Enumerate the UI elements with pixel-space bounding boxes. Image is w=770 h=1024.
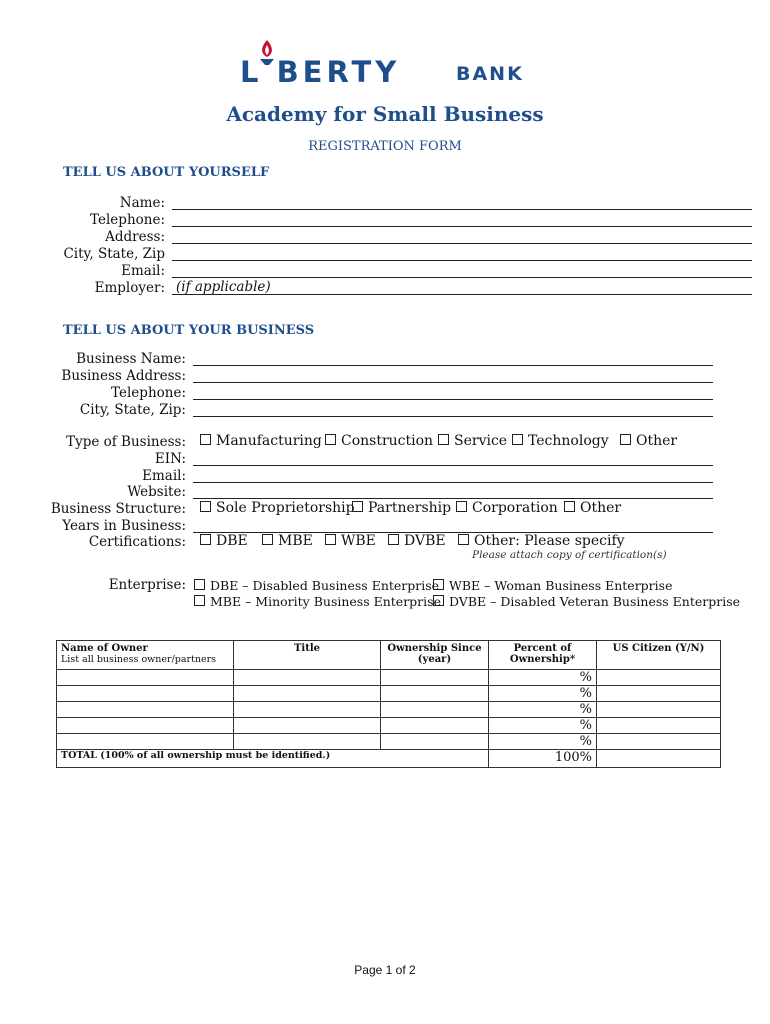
cert-wbe-checkbox[interactable]: WBE bbox=[325, 533, 376, 549]
certifications-label: Certifications: bbox=[88, 534, 186, 550]
total-citizen-cell bbox=[597, 750, 721, 768]
table-header-row bbox=[57, 641, 721, 670]
owner-title-cell[interactable] bbox=[234, 702, 381, 718]
business-email-field[interactable] bbox=[193, 482, 713, 483]
table-row bbox=[57, 686, 721, 702]
business-address-label: Business Address: bbox=[61, 368, 186, 384]
owner-name-cell[interactable] bbox=[57, 670, 234, 686]
total-label: TOTAL (100% of all ownership must be identified.) bbox=[57, 750, 489, 768]
address-field[interactable] bbox=[172, 243, 752, 244]
business-email-label: Email: bbox=[142, 468, 186, 484]
enterprise-dvbe-checkbox[interactable]: DVBE – Disabled Veteran Business Enterprise bbox=[433, 594, 740, 609]
owner-citizen-cell[interactable] bbox=[597, 718, 721, 734]
business-telephone-label: Telephone: bbox=[111, 385, 186, 401]
owner-since-cell[interactable] bbox=[381, 718, 489, 734]
structure-sole-checkbox[interactable]: Sole Proprietorship bbox=[200, 500, 355, 516]
business-city-field[interactable] bbox=[193, 416, 713, 417]
business-type-label: Type of Business: bbox=[66, 434, 186, 450]
email-label: Email: bbox=[121, 263, 165, 279]
header-percent: Percent of Ownership* bbox=[489, 641, 597, 670]
table-row bbox=[57, 718, 721, 734]
cert-dbe-checkbox[interactable]: DBE bbox=[200, 533, 248, 549]
header-name: Name of Owner List all business owner/partners bbox=[57, 641, 234, 670]
owner-percent-cell[interactable]: % bbox=[489, 734, 597, 750]
address-label: Address: bbox=[105, 229, 165, 245]
type-other-checkbox[interactable]: Other bbox=[620, 433, 677, 449]
type-construction-checkbox[interactable]: Construction bbox=[325, 433, 433, 449]
owner-citizen-cell[interactable] bbox=[597, 686, 721, 702]
table-row bbox=[57, 702, 721, 718]
table-total-row bbox=[57, 750, 721, 768]
website-field[interactable] bbox=[193, 498, 713, 499]
owner-title-cell[interactable] bbox=[234, 734, 381, 750]
enterprise-label: Enterprise: bbox=[108, 577, 186, 593]
ein-field[interactable] bbox=[193, 465, 713, 466]
owner-name-cell[interactable] bbox=[57, 718, 234, 734]
owner-citizen-cell[interactable] bbox=[597, 734, 721, 750]
total-percent: 100% bbox=[489, 750, 597, 768]
table-row bbox=[57, 670, 721, 686]
website-label: Website: bbox=[127, 484, 186, 500]
enterprise-dbe-checkbox[interactable]: DBE – Disabled Business Enterprise bbox=[194, 578, 439, 593]
owner-title-cell[interactable] bbox=[234, 670, 381, 686]
employer-note: (if applicable) bbox=[176, 279, 271, 295]
owner-name-cell[interactable] bbox=[57, 686, 234, 702]
city-state-zip-field[interactable] bbox=[172, 260, 752, 261]
form-subtitle: REGISTRATION FORM bbox=[308, 139, 462, 154]
ein-label: EIN: bbox=[154, 451, 186, 467]
owner-percent-cell[interactable]: % bbox=[489, 702, 597, 718]
type-technology-checkbox[interactable]: Technology bbox=[512, 433, 609, 449]
telephone-label: Telephone: bbox=[90, 212, 165, 228]
section-heading-business: TELL US ABOUT YOUR BUSINESS bbox=[63, 323, 315, 338]
enterprise-wbe-checkbox[interactable]: WBE – Woman Business Enterprise bbox=[433, 578, 672, 593]
header-title: Title bbox=[234, 641, 381, 670]
business-address-field[interactable] bbox=[193, 382, 713, 383]
owner-percent-cell[interactable]: % bbox=[489, 686, 597, 702]
owner-citizen-cell[interactable] bbox=[597, 702, 721, 718]
years-label: Years in Business: bbox=[62, 518, 186, 534]
table-row bbox=[57, 734, 721, 750]
enterprise-mbe-checkbox[interactable]: MBE – Minority Business Enterprise bbox=[194, 594, 441, 609]
cert-note: Please attach copy of certification(s) bbox=[472, 549, 667, 561]
business-structure-label: Business Structure: bbox=[50, 501, 186, 517]
employer-label: Employer: bbox=[94, 280, 165, 296]
cert-dvbe-checkbox[interactable]: DVBE bbox=[388, 533, 446, 549]
owner-title-cell[interactable] bbox=[234, 686, 381, 702]
business-name-field[interactable] bbox=[193, 365, 713, 366]
cert-other-checkbox[interactable]: Other: Please specify bbox=[458, 533, 625, 549]
business-name-label: Business Name: bbox=[76, 351, 186, 367]
owner-citizen-cell[interactable] bbox=[597, 670, 721, 686]
section-heading-yourself: TELL US ABOUT YOURSELF bbox=[63, 165, 270, 180]
ownership-table bbox=[56, 640, 721, 768]
owner-name-cell[interactable] bbox=[57, 734, 234, 750]
owner-percent-cell[interactable]: % bbox=[489, 718, 597, 734]
business-city-label: City, State, Zip: bbox=[79, 402, 186, 418]
type-service-checkbox[interactable]: Service bbox=[438, 433, 507, 449]
owner-since-cell[interactable] bbox=[381, 670, 489, 686]
structure-partnership-checkbox[interactable]: Partnership bbox=[352, 500, 451, 516]
cert-mbe-checkbox[interactable]: MBE bbox=[262, 533, 313, 549]
header-since: Ownership Since (year) bbox=[381, 641, 489, 670]
owner-title-cell[interactable] bbox=[234, 718, 381, 734]
owner-percent-cell[interactable]: % bbox=[489, 670, 597, 686]
liberty-bank-logo bbox=[240, 38, 530, 88]
page-title: Academy for Small Business bbox=[226, 102, 544, 126]
business-telephone-field[interactable] bbox=[193, 399, 713, 400]
owner-since-cell[interactable] bbox=[381, 686, 489, 702]
type-manufacturing-checkbox[interactable]: Manufacturing bbox=[200, 433, 322, 449]
owner-since-cell[interactable] bbox=[381, 734, 489, 750]
page-number: Page 1 of 2 bbox=[354, 963, 416, 977]
telephone-field[interactable] bbox=[172, 226, 752, 227]
name-label: Name: bbox=[119, 195, 165, 211]
owner-name-cell[interactable] bbox=[57, 702, 234, 718]
logo-brand: L BERTY bbox=[240, 55, 401, 89]
owner-since-cell[interactable] bbox=[381, 702, 489, 718]
email-field[interactable] bbox=[172, 277, 752, 278]
city-state-zip-label: City, State, Zip bbox=[63, 246, 165, 262]
structure-corporation-checkbox[interactable]: Corporation bbox=[456, 500, 558, 516]
header-citizen: US Citizen (Y/N) bbox=[597, 641, 721, 670]
logo-suffix: BANK bbox=[456, 63, 524, 85]
name-field[interactable] bbox=[172, 209, 752, 210]
structure-other-checkbox[interactable]: Other bbox=[564, 500, 621, 516]
